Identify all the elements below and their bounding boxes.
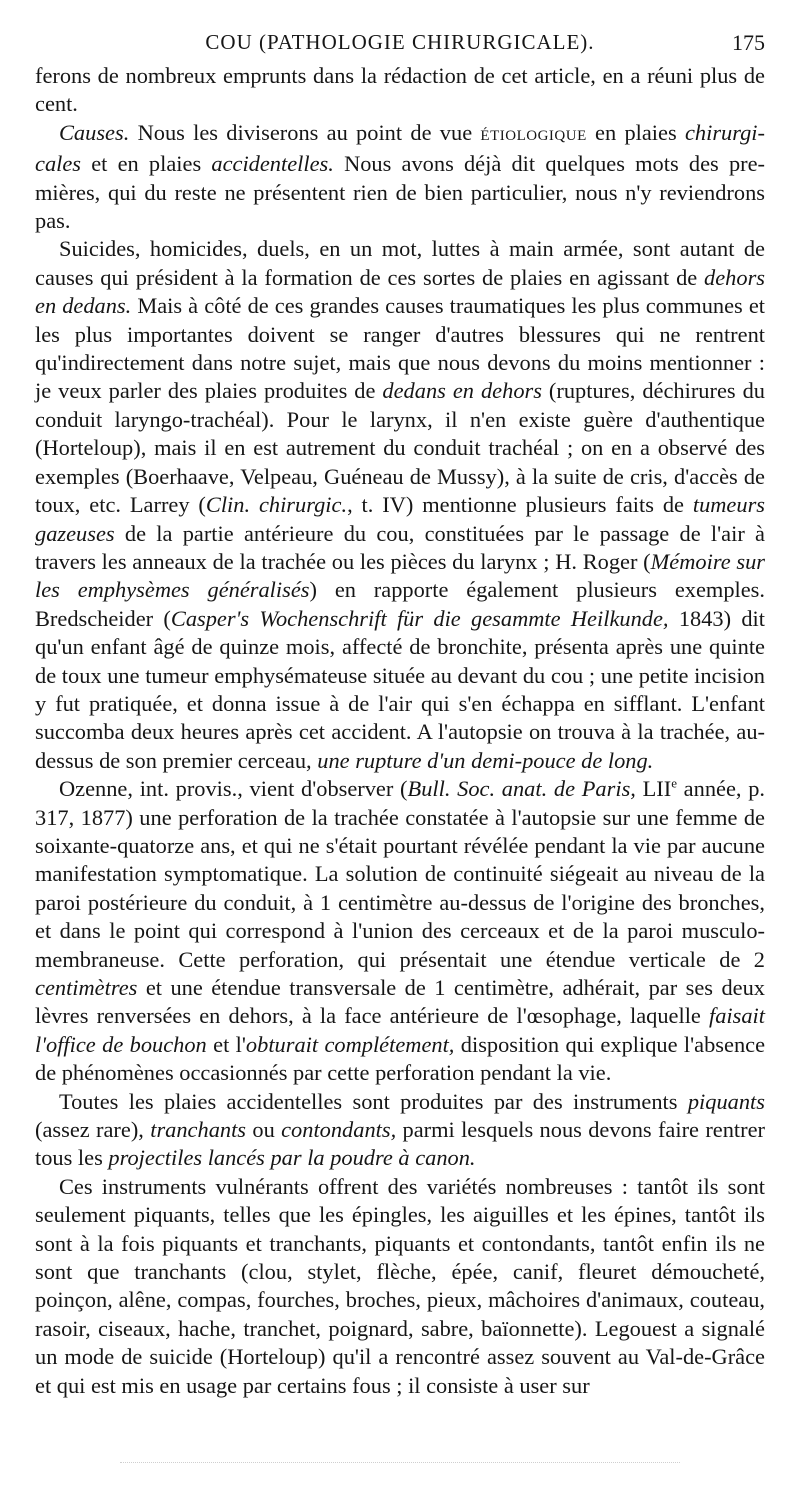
superscript: e [671, 775, 677, 791]
text-run: 1843) dit qu'un enfant âgé de quinze mois, affecté de bronchite, présenta après une quinte de toux une tumeur emphysémateuse située au devant du cou ; une petite incision y fut pratiquée, et donna issue à de l'air qui s'en échappa en sifflant. L'enfant succomba deux heures après cet accident. A l'autopsie on trouva à la trachée, au-dessus de son premier cerceau, [35, 605, 765, 773]
text-run: ou [246, 1117, 282, 1143]
text-run: (assez rare), [35, 1117, 151, 1143]
paragraph [35, 62, 765, 119]
text-run: et l' [206, 1031, 246, 1057]
paragraph [35, 1088, 765, 1173]
small-caps-run: ÉTIOLOGIQUE [480, 127, 587, 144]
italic-run: projectiles lancés par la poudre à canon. [108, 1145, 476, 1171]
text-run: (ruptures, déchirures du conduit laryngo-trachéal). Pour le larynx, il n'en existe guère d'authentique (Horteloup), mais il en est autrement du conduit trachéal ; on en a observé des exemples (Boerhaave, Velpeau, Guéneau de Mussy), à la suite de cris, d'accès de toux, etc. Larrey ( [35, 378, 765, 518]
text-run: Mais à côté de ces grandes causes traumatiques les plus communes et les plus importantes doivent se ranger d'autres blessures qui ne rentrent qu'indirectement dans notre sujet, mais que nous devons du moins mentionner : je veux parler des plaies produites de [35, 293, 765, 404]
italic-run: Casper's Wochenschrift für die gesammte Heilkunde, [170, 605, 669, 631]
text-run: et une étendue transversale de 1 centimètre, adhérait, par ses deux lèvres renversées en dehors, à la face antérieure de l'œsophage, laquelle [35, 975, 765, 1029]
text-run: ) en rapporte également plusieurs exemples. Bredscheider ( [35, 577, 765, 631]
italic-run: piquants [687, 1088, 765, 1114]
text-run: en plaies [586, 119, 685, 145]
text-run: année, p. 317, 1877) une perforation de la trachée constatée à l'autopsie sur une femme de soixante-quatorze ans, et qui ne s'était pourtant révélée pendant la vie par aucune manifestation symptomatique. La solution de continuité siégeait au niveau de la paroi postérieure du conduit, à 1 centimètre au-dessus de l'origine des bronches, et dans le point qui correspond à l'union des cerceaux et de la paroi musculo-membraneuse. Cette perforation, qui présentait une étendue verticale de 2 [35, 776, 765, 972]
italic-run: dedans en dehors [382, 378, 542, 404]
italic-run: contondants, [281, 1117, 397, 1143]
running-title: COU (PATHOLOGIE CHIRURGICALE). [205, 30, 595, 54]
italic-run: obturait complétement, [245, 1031, 455, 1057]
text-run: ferons de nombreux emprunts dans la rédaction de cet article, en a réuni plus de cent. [35, 63, 765, 117]
text-run: disposition qui explique l'absence de phénomènes occasionnés par cette perforation pendant la vie. [35, 1031, 766, 1086]
text-run: LII [635, 776, 672, 802]
italic-run: Mémoire sur les emphysèmes généralisés [35, 548, 765, 603]
text-run: et en plaies [81, 151, 212, 177]
italic-run: Bull. Soc. anat. de Paris, [407, 776, 636, 802]
text-run: Nous les diviserons au point de vue [129, 119, 481, 145]
paragraph [35, 235, 765, 775]
text-run: , t. IV) mentionne plusieurs faits de [347, 492, 693, 518]
text-run: parmi lesquels nous devons faire rentrer tous les [35, 1117, 765, 1171]
paragraph [35, 119, 765, 236]
italic-run: Clin. chirurgic. [205, 492, 348, 518]
italic-run: centimètres [35, 975, 138, 1000]
italic-run: faisait l'office de bouchon [35, 1003, 765, 1057]
text-run: Nous avons déjà dit quelques mots des premières, qui du reste ne présentent rien de bien particulier, nous n'y reviendrons pas. [35, 151, 765, 234]
italic-run: accidentelles. [211, 151, 334, 177]
page-number: 175 [732, 30, 765, 55]
italic-run: chirurgicales [35, 119, 765, 177]
text-run: Toutes les plaies accidentelles sont produites par des instruments [59, 1088, 688, 1114]
italic-run: tranchants [150, 1117, 247, 1143]
text-run: de la partie antérieure du cou, constituées par le passage de l'air à travers les anneaux de la trachée ou les pièces du larynx ; H. Roger ( [35, 520, 765, 574]
italic-run: dehors en dedans. [35, 264, 765, 319]
running-header [35, 30, 765, 62]
text-run: Suicides, homicides, duels, en un mot, luttes à main armée, sont autant de causes qui président à la formation de ces sortes de plaies en agissant de [35, 236, 765, 290]
paragraph [35, 1173, 765, 1400]
italic-run: tumeurs gazeuses [35, 492, 765, 546]
italic-run: une rupture d'un demi-pouce de long. [317, 747, 654, 773]
text-run: Ozenne, int. provis., vient d'observer ( [59, 776, 408, 802]
paragraph [35, 775, 765, 1087]
body-text [35, 62, 765, 1400]
bleed-through-line [120, 1462, 680, 1464]
text-run: Ces instruments vulnérants offrent des variétés nombreuses : tantôt ils sont seulement piquants, telles que les épingles, les aiguilles et les épines, tantôt ils sont à la fois piquants et tranchants, piquants et contondants, tantôt enfin ils ne sont que tranchants (clou, stylet, flèche, épée, canif, fleuret démoucheté, poinçon, alêne, compas, fourches, broches, pieux, mâchoires d'animaux, couteau, rasoir, ciseaux, hache, tranchet, poignard, sabre, baïonnette). Legouest a signalé un mode de suicide (Horteloup) qu'il a rencontré assez souvent au Val-de-Grâce et qui est mis en usage par certains fous ; il consiste à user sur [35, 1173, 765, 1398]
italic-run: Causes. [59, 119, 130, 145]
